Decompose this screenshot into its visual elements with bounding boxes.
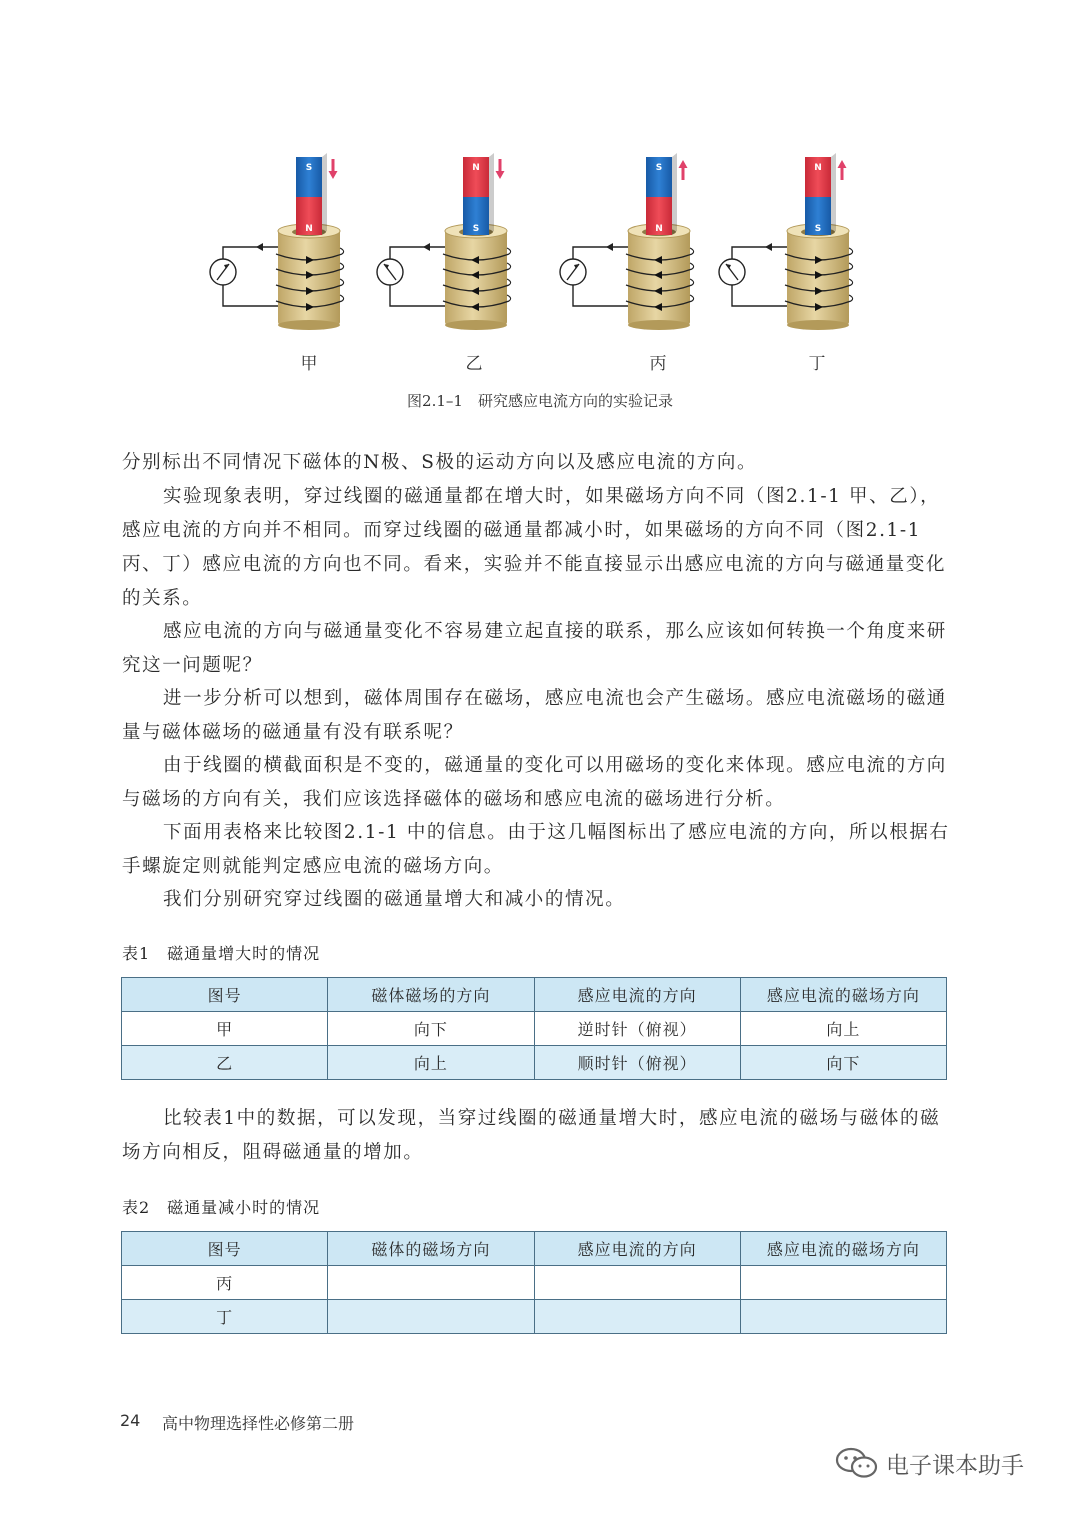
coil-winding-back	[849, 295, 853, 301]
coil-winding-back	[340, 248, 344, 254]
coil-base	[278, 320, 340, 330]
table2	[121, 1231, 947, 1334]
coil-winding-back	[507, 279, 511, 285]
table-cell	[328, 1300, 534, 1334]
paragraph-4: 进一步分析可以想到，磁体周围存在磁场，感应电流也会产生磁场。感应电流磁场的磁通量与磁体磁场的磁通量有没有联系呢？	[122, 688, 947, 743]
table1-header-cell: 感应电流的方向	[534, 978, 740, 1012]
figure-caption: 图2.1–1 研究感应电流方向的实验记录	[407, 392, 673, 410]
wire-arrow	[765, 243, 772, 251]
paragraph-7: 我们分别研究穿过线圈的磁通量增大和减小的情况。	[163, 889, 626, 910]
coil-base	[787, 320, 849, 330]
watermark	[834, 1446, 1024, 1480]
wire-arrow	[606, 243, 613, 251]
coil-winding-back	[690, 295, 694, 301]
magnet-bottom-pole: N	[305, 224, 313, 234]
table-cell	[740, 1266, 946, 1300]
motion-arrow-up-icon	[679, 160, 688, 180]
coil-winding-back	[849, 248, 853, 254]
motion-arrow-down-icon	[496, 159, 505, 179]
coil-base	[628, 320, 690, 330]
paragraph-after-table1: 比较表1中的数据，可以发现，当穿过线圈的磁通量增大时，感应电流的磁场与磁体的磁场方向相反，阻碍磁通量的增加。	[122, 1108, 941, 1163]
magnet-top-pole: S	[655, 163, 663, 173]
paragraph-1: 分别标出不同情况下磁体的N极、S极的运动方向以及感应电流的方向。	[122, 452, 758, 473]
coil-winding-back	[507, 295, 511, 301]
table-cell: 丙	[122, 1266, 328, 1300]
paragraph-3: 感应电流的方向与磁通量变化不容易建立起直接的联系，那么应该如何转换一个角度来研究这一问题呢？	[122, 621, 947, 676]
table1-header-cell: 感应电流的磁场方向	[740, 978, 946, 1012]
magnet-top-pole: N	[814, 163, 822, 173]
setup-1	[210, 153, 344, 330]
magnet-bottom-pole: S	[472, 224, 480, 234]
table2-header-row	[122, 1232, 947, 1266]
table-cell: 向上	[328, 1046, 534, 1080]
table1-header-cell: 磁体磁场的方向	[328, 978, 534, 1012]
coil-winding-back	[690, 248, 694, 254]
table-cell	[328, 1266, 534, 1300]
magnet-side	[672, 153, 677, 235]
page-number: 24	[120, 1411, 141, 1430]
wechat-icon	[834, 1446, 880, 1480]
table2-header-cell: 磁体的磁场方向	[328, 1232, 534, 1266]
paragraph-6: 下面用表格来比较图2.1-1 中的信息。由于这几幅图标出了感应电流的方向，所以根据右手螺旋定则就能判定感应电流的磁场方向。	[122, 822, 950, 877]
table-cell	[534, 1300, 740, 1334]
experiment-illustration	[0, 0, 1080, 420]
label-ding: 丁	[808, 354, 826, 374]
coil-winding-back	[340, 263, 344, 269]
setup-3	[560, 153, 694, 330]
table-cell: 逆时针（俯视）	[534, 1012, 740, 1046]
label-jia: 甲	[300, 354, 318, 374]
coil-winding-back	[340, 279, 344, 285]
magnet-bottom-pole: N	[655, 224, 663, 234]
figure-2-1-1	[0, 0, 1080, 420]
table2-header-cell: 感应电流的磁场方向	[740, 1232, 946, 1266]
table-cell: 向上	[740, 1012, 946, 1046]
table-row	[122, 1046, 947, 1080]
coil-winding-back	[849, 279, 853, 285]
paragraph-2: 实验现象表明，穿过线圈的磁通量都在增大时，如果磁场方向不同（图2.1-1 甲、乙），感应电流的方向并不相同。而穿过线圈的磁通量都减小时，如果磁场的方向不同（图2.1-1 丙、丁）感应电流的方向也不同。看来，实验并不能直接显示出感应电流的方向与磁通量变化的关系。	[122, 486, 947, 609]
table-cell: 甲	[122, 1012, 328, 1046]
coil-winding-back	[507, 248, 511, 254]
magnet-top-pole: N	[472, 163, 480, 173]
motion-arrow-up-icon	[838, 160, 847, 180]
table1-header-row	[122, 978, 947, 1012]
magnet-side	[831, 153, 836, 235]
table1-header-cell: 图号	[122, 978, 328, 1012]
label-bing: 丙	[649, 354, 667, 374]
magnet-bottom-pole: S	[814, 224, 822, 234]
paragraph-5: 由于线圈的横截面积是不变的，磁通量的变化可以用磁场的变化来体现。感应电流的方向与磁场的方向有关，我们应该选择磁体的磁场和感应电流的磁场进行分析。	[122, 755, 947, 810]
coil-winding-back	[690, 279, 694, 285]
table-row	[122, 1266, 947, 1300]
table1	[121, 977, 947, 1080]
magnet-side	[322, 153, 327, 235]
coil-winding-back	[849, 263, 853, 269]
table2-header-cell: 感应电流的方向	[534, 1232, 740, 1266]
watermark-text: 电子课本助手	[886, 1452, 1024, 1479]
table-cell	[740, 1300, 946, 1334]
coil-base	[445, 320, 507, 330]
label-yi: 乙	[465, 354, 483, 374]
wire-arrow	[256, 243, 263, 251]
book-title: 高中物理选择性必修第二册	[162, 1414, 355, 1433]
table2-header-cell: 图号	[122, 1232, 328, 1266]
magnet-side	[489, 153, 494, 235]
table-cell: 乙	[122, 1046, 328, 1080]
table-cell	[534, 1266, 740, 1300]
coil-winding-back	[690, 263, 694, 269]
table-cell: 顺时针（俯视）	[534, 1046, 740, 1080]
coil-winding-back	[340, 295, 344, 301]
motion-arrow-down-icon	[329, 159, 338, 179]
table-row	[122, 1012, 947, 1046]
table-cell: 向下	[740, 1046, 946, 1080]
table-cell: 丁	[122, 1300, 328, 1334]
table-row	[122, 1300, 947, 1334]
coil-winding-back	[507, 263, 511, 269]
setup-2	[377, 153, 511, 330]
table2-caption: 表2 磁通量减小时的情况	[122, 1198, 321, 1217]
magnet-top-pole: S	[305, 163, 313, 173]
wire-arrow	[423, 243, 430, 251]
setup-4	[719, 153, 853, 330]
table1-caption: 表1 磁通量增大时的情况	[122, 944, 321, 963]
table-cell: 向下	[328, 1012, 534, 1046]
